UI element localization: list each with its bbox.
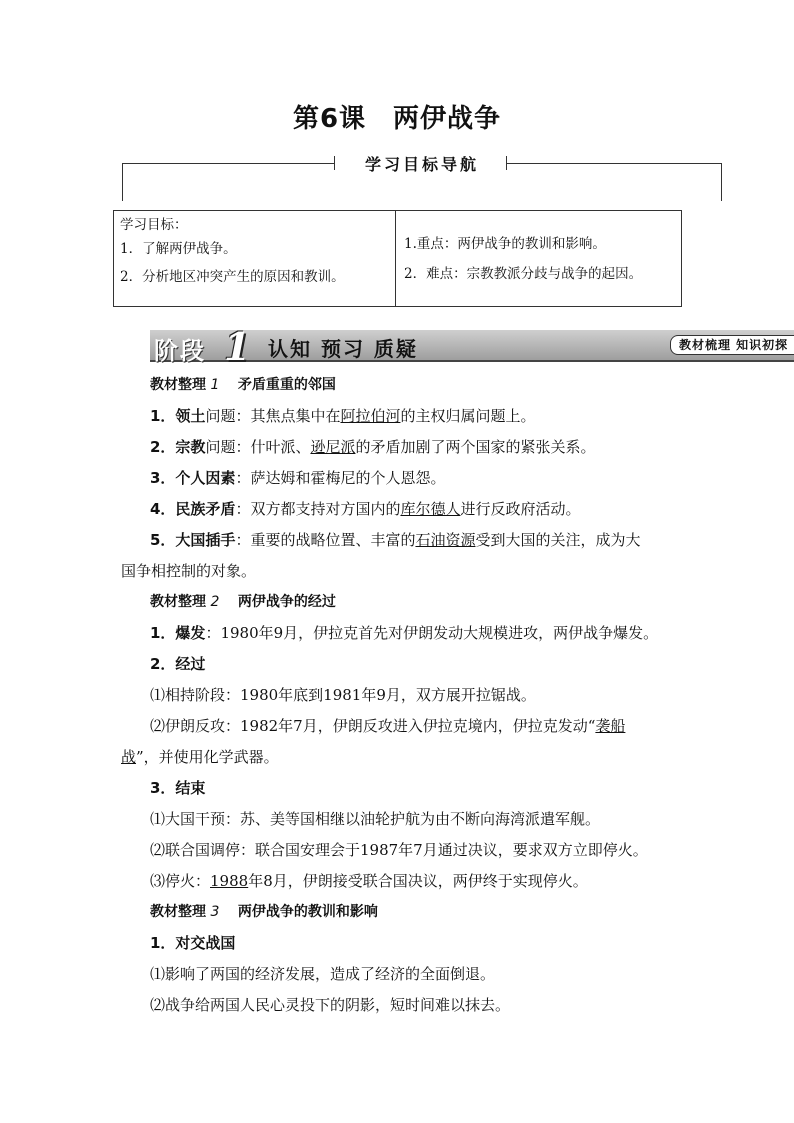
page-title: 第6课 两伊战争 <box>292 104 502 134</box>
goals-left-cell <box>114 211 396 306</box>
list-item: ⑶停火：1988年8月，伊朗接受联合国决议，两伊终于实现停火。 <box>150 872 588 890</box>
difficult-point: 2．难点：宗教教派分歧与战争的起因。 <box>404 266 643 282</box>
goal-item: 2．分析地区冲突产生的原因和教训。 <box>120 269 345 285</box>
section-number: 1 <box>210 377 220 393</box>
list-item: 1．爆发：1980年9月，伊拉克首先对伊朗发动大规模进攻，两伊战争爆发。 <box>150 624 659 642</box>
list-item: 4．民族矛盾：双方都支持对方国内的库尔德人进行反政府活动。 <box>150 500 581 518</box>
list-item: ⑵联合国调停：联合国安理会于1987年7月通过决议，要求双方立即停火。 <box>150 841 648 859</box>
learning-goals-table <box>113 210 682 307</box>
section-number: 2 <box>210 594 220 610</box>
nav-label: 学习目标导航 <box>364 155 479 174</box>
goal-item: 1．了解两伊战争。 <box>120 241 237 257</box>
list-item: 2．宗教问题：什叶派、逊尼派的矛盾加剧了两个国家的紧张关系。 <box>150 438 596 456</box>
list-item: 1．领土问题：其焦点集中在阿拉伯河的主权归属问题上。 <box>150 407 536 425</box>
section-title: 两伊战争的教训和影响 <box>237 904 378 920</box>
stage-tag: 教材梳理 知识初探 <box>670 335 794 355</box>
goals-right-cell <box>396 211 681 306</box>
list-item: ⑴相持阶段：1980年底到1981年9月，双方展开拉锯战。 <box>150 686 536 704</box>
content-body <box>121 370 681 1021</box>
list-item-continuation: 战”，并使用化学武器。 <box>121 748 279 766</box>
list-item: ⑴大国干预：苏、美等国相继以油轮护航为由不断向海湾派遣军舰。 <box>150 810 601 828</box>
section-label: 教材整理 <box>150 377 206 393</box>
list-item: 3．个人因素：萨达姆和霍梅尼的个人恩怨。 <box>150 469 446 487</box>
nav-rule-right <box>506 163 722 164</box>
list-item: ⑵战争给两国人民心灵投下的阴影，短时间难以抹去。 <box>150 996 511 1014</box>
stage-label: 阶段 <box>154 337 206 365</box>
list-item: ⑵伊朗反攻：1982年7月，伊朗反攻进入伊拉克境内，伊拉克发动“袭船 <box>150 717 626 735</box>
nav-corner-left <box>122 163 123 201</box>
section-number: 3 <box>210 904 220 920</box>
goals-heading: 学习目标： <box>120 217 188 233</box>
section-heading <box>121 370 681 401</box>
nav-tick-right <box>506 156 507 170</box>
sub-heading: 1．对交战国 <box>150 934 236 952</box>
list-item: 5．大国插手：重要的战略位置、丰富的石油资源受到大国的关注，成为大 <box>150 531 641 549</box>
section-heading <box>121 587 681 618</box>
section-heading <box>121 897 681 928</box>
section-label: 教材整理 <box>150 904 206 920</box>
nav-tick-left <box>334 156 335 170</box>
stage-title: 认知 预习 质疑 <box>268 337 418 361</box>
nav-corner-right <box>721 163 722 201</box>
stage-banner <box>150 324 794 369</box>
learning-goals-nav-header <box>122 152 722 202</box>
sub-heading: 3．结束 <box>150 779 206 797</box>
section-label: 教材整理 <box>150 594 206 610</box>
list-item-continuation: 国争相控制的对象。 <box>121 562 257 580</box>
sub-heading: 2．经过 <box>150 655 206 673</box>
nav-rule-left <box>122 163 334 164</box>
list-item: ⑴影响了两国的经济发展，造成了经济的全面倒退。 <box>150 965 496 983</box>
section-title: 矛盾重重的邻国 <box>237 377 336 393</box>
section-title: 两伊战争的经过 <box>237 594 336 610</box>
stage-number: 1 <box>224 324 251 369</box>
key-point: 1.重点：两伊战争的教训和影响。 <box>404 236 606 252</box>
